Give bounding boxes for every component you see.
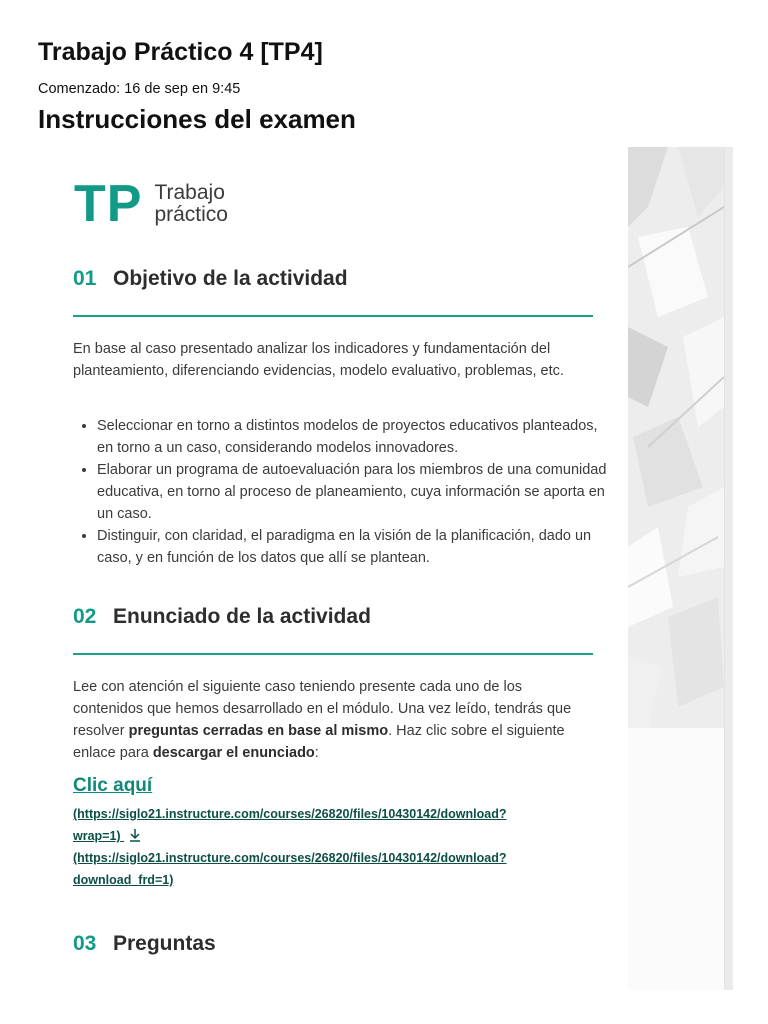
enunciado-text-2: . Haz clic sobre el siguiente enlace para xyxy=(73,723,565,761)
download-url-view-part1[interactable]: (https://siglo21.instructure.com/courses/26820/files/10430142/download? xyxy=(73,807,507,821)
section-title: Preguntas xyxy=(113,932,216,955)
download-url-file-part2[interactable]: download_frd=1) xyxy=(73,873,174,887)
list-item: • Distinguir, con claridad, el paradigma en la visión de la planificación, dado un caso, y en función de los datos que allí se plantean. xyxy=(97,525,617,569)
section-title: Objetivo de la actividad xyxy=(113,267,348,290)
tp-logo xyxy=(74,176,228,232)
section-title: Enunciado de la actividad xyxy=(113,605,371,628)
download-link[interactable]: Clic aquí xyxy=(73,775,153,796)
decorative-background-image xyxy=(628,147,724,728)
enunciado-text-3: : xyxy=(314,745,319,761)
objective-intro: En base al caso presentado analizar los indicadores y fundamentación del planteamiento, diferenciando evidencias, modelo evaluativo, problemas, etc. xyxy=(73,341,564,379)
objective-list xyxy=(73,415,617,569)
section-heading xyxy=(73,605,593,655)
enunciado-bold-2: descargar el enunciado xyxy=(152,745,315,761)
download-url-view[interactable] xyxy=(73,803,593,847)
section-enunciado xyxy=(73,605,593,655)
page-title: Trabajo Práctico 4 [TP4] xyxy=(38,38,323,66)
download-url-view-part2[interactable]: wrap=1) xyxy=(73,829,121,843)
list-item: • Elaborar un programa de autoevaluación para los miembros de una comunidad educativa, en torno al proceso de planeamiento, cuya información se aporta en un caso. xyxy=(97,459,617,525)
scrollbar[interactable] xyxy=(724,147,733,990)
section-heading xyxy=(73,267,593,317)
download-icon[interactable] xyxy=(128,828,142,842)
logo-text-line1: Trabajo xyxy=(154,181,225,204)
enunciado-paragraph xyxy=(73,676,593,764)
logo-text-line2: práctico xyxy=(154,203,228,226)
download-url-file-part1[interactable]: (https://siglo21.instructure.com/courses/26820/files/10430142/download? xyxy=(73,851,507,865)
section-preguntas xyxy=(73,932,593,980)
section-number: 02 xyxy=(73,605,97,628)
logo-text xyxy=(154,182,228,226)
section-objetivo xyxy=(73,267,593,317)
section-number: 01 xyxy=(73,267,97,290)
list-item: • Seleccionar en torno a distintos modelos de proyectos educativos planteados, en torno a un caso, considerando modelos innovadores. xyxy=(97,415,617,459)
enunciado-text-1: Lee con atención el siguiente caso teniendo presente cada uno de los contenidos que hemos desarrollado en el módulo. Una vez leído, tendrás que resolver xyxy=(73,679,572,739)
logo-mark: TP xyxy=(74,175,143,233)
decorative-background-lower xyxy=(628,728,724,990)
section-number: 03 xyxy=(73,932,97,955)
download-url-file[interactable] xyxy=(73,847,593,891)
section-heading xyxy=(73,932,593,980)
enunciado-bold-1: preguntas cerradas en base al mismo xyxy=(128,723,389,739)
started-timestamp: Comenzado: 16 de sep en 9:45 xyxy=(38,81,241,97)
instructions-title: Instrucciones del examen xyxy=(38,104,356,134)
